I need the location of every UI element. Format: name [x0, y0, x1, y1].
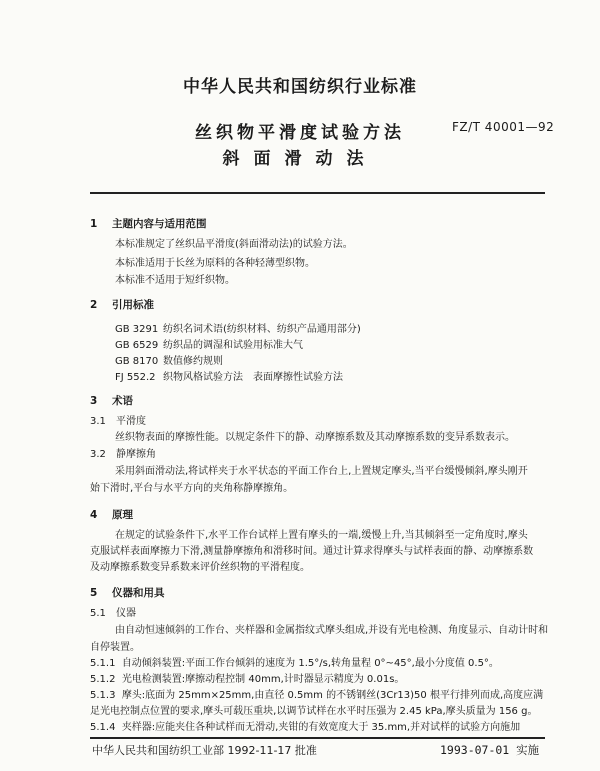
implementation-date: 1993-07-01 实施	[440, 743, 540, 757]
section-5-heading	[90, 585, 165, 600]
section-3-heading	[90, 393, 133, 408]
item-text-line-1: 摩头:底面为 25mm×25mm,由直径 0.5mm 的不锈钢丝(3Cr13)50 根平行排列而成,高度应满	[121, 690, 544, 701]
subsection-3-2-heading	[90, 448, 156, 461]
section-title: 引用标准	[112, 299, 154, 311]
instrument-desc-line-2: 自停装置。	[90, 642, 140, 653]
subsection-title: 平滑度	[116, 416, 146, 427]
item-text: 夹样器:应能夹住各种试样而无滑动,夹钳的有效宽度大于 35.mm,并对试样的试验方向施加	[121, 722, 521, 733]
reference-row	[115, 368, 343, 383]
s1-line-3: 本标准不适用于短纤织物。	[115, 275, 235, 286]
section-2-heading	[90, 297, 154, 312]
reference-title: 纺织品的调湿和试验用标准大气	[163, 340, 303, 351]
standard-title: 中华人民共和国纺织行业标准	[183, 77, 417, 97]
item-number: 5.1.3	[90, 690, 116, 701]
s1-line-2: 本标准适用于长丝为原料的各种轻薄型织物。	[115, 258, 315, 269]
instrument-desc-line-1: 由自动恒速倾斜的工作台、夹样器和金属指纹式摩头组成,并设有光电检测、角度显示、自动计时和	[115, 625, 549, 636]
section-number: 3	[90, 395, 98, 407]
section-number: 1	[90, 218, 98, 230]
reference-row	[115, 336, 303, 351]
reference-title: 织物风格试验方法 表面摩擦性试验方法	[163, 372, 343, 383]
subsection-number: 5.1	[90, 608, 106, 619]
section-title: 仪器和用具	[112, 587, 165, 599]
definition-3-1: 丝织物表面的摩擦性能。以规定条件下的静、动摩擦系数及其动摩擦系数的变异系数表示。	[115, 432, 515, 443]
section-number: 2	[90, 299, 98, 311]
reference-code: FJ 552.2	[115, 372, 156, 383]
definition-3-2-line-1: 采用斜面滑动法,将试样夹于水平状态的平面工作台上,上置规定摩头,当平台缓慢倾斜,摩头刚开	[115, 466, 528, 477]
subsection-number: 3.2	[90, 449, 106, 460]
principle-line-2: 克服试样表面摩擦力下滑,测量静摩擦角和滑移时间。通过计算求得摩头与试样表面的静、动摩擦系数	[90, 546, 534, 557]
doc-title-line2: 斜面滑动法	[222, 149, 378, 169]
doc-title-line1: 丝织物平滑度试验方法	[195, 123, 405, 143]
item-5-1-3-line-2: 足光电控制点位置的要求,摩头可载压重块,以调节试样在水平时压强为 2.45 kPa,摩头质量为 156 g。	[90, 706, 538, 717]
item-5-1-2	[90, 673, 404, 686]
section-number: 4	[90, 509, 98, 521]
standard-code: FZ/T 40001—92	[452, 120, 555, 134]
reference-row	[115, 320, 361, 335]
reference-title: 纺织名词术语(纺织材料、纺织产品通用部分)	[163, 324, 361, 335]
section-4-heading	[90, 507, 133, 522]
reference-code: GB 6529	[115, 340, 159, 351]
item-5-1-3	[90, 689, 543, 702]
item-number: 5.1.4	[90, 722, 116, 733]
section-title: 原理	[112, 509, 133, 521]
subsection-title: 仪器	[116, 608, 136, 619]
section-title: 术语	[112, 395, 133, 407]
item-number: 5.1.1	[90, 658, 116, 669]
s1-line-1: 本标准规定了丝织品平滑度(斜面滑动法)的试验方法。	[115, 239, 353, 250]
reference-row	[115, 352, 223, 367]
section-title: 主题内容与适用范围	[112, 218, 207, 230]
reference-title: 数值修约规则	[163, 356, 223, 367]
reference-code: GB 8170	[115, 356, 159, 367]
section-1-heading	[90, 216, 207, 231]
header-rule	[90, 192, 545, 194]
subsection-5-1-heading	[90, 607, 136, 620]
item-5-1-4	[90, 721, 520, 734]
section-number: 5	[90, 587, 98, 599]
item-text: 自动倾斜装置:平面工作台倾斜的速度为 1.5°/s,转角量程 0°~45°,最小分度值 0.5°。	[121, 658, 499, 669]
subsection-number: 3.1	[90, 416, 106, 427]
item-number: 5.1.2	[90, 674, 116, 685]
approval-line: 中华人民共和国纺织工业部 1992-11-17 批准	[92, 744, 317, 757]
subsection-title: 静摩擦角	[116, 449, 156, 460]
principle-line-3: 及动摩擦系数变异系数来评价丝织物的平滑程度。	[90, 562, 310, 573]
item-text: 光电检测装置:摩擦动程控制 40mm,计时器显示精度为 0.01s。	[121, 674, 405, 685]
subsection-3-1-heading	[90, 415, 146, 428]
item-5-1-1	[90, 657, 499, 670]
reference-code: GB 3291	[115, 324, 159, 335]
definition-3-2-line-2: 始下滑时,平台与水平方向的夹角称静摩擦角。	[90, 483, 294, 494]
principle-line-1: 在规定的试验条件下,水平工作台试样上置有摩头的一端,缓慢上升,当其倾斜至一定角度时,摩头	[115, 530, 528, 541]
footer-rule	[90, 737, 545, 739]
